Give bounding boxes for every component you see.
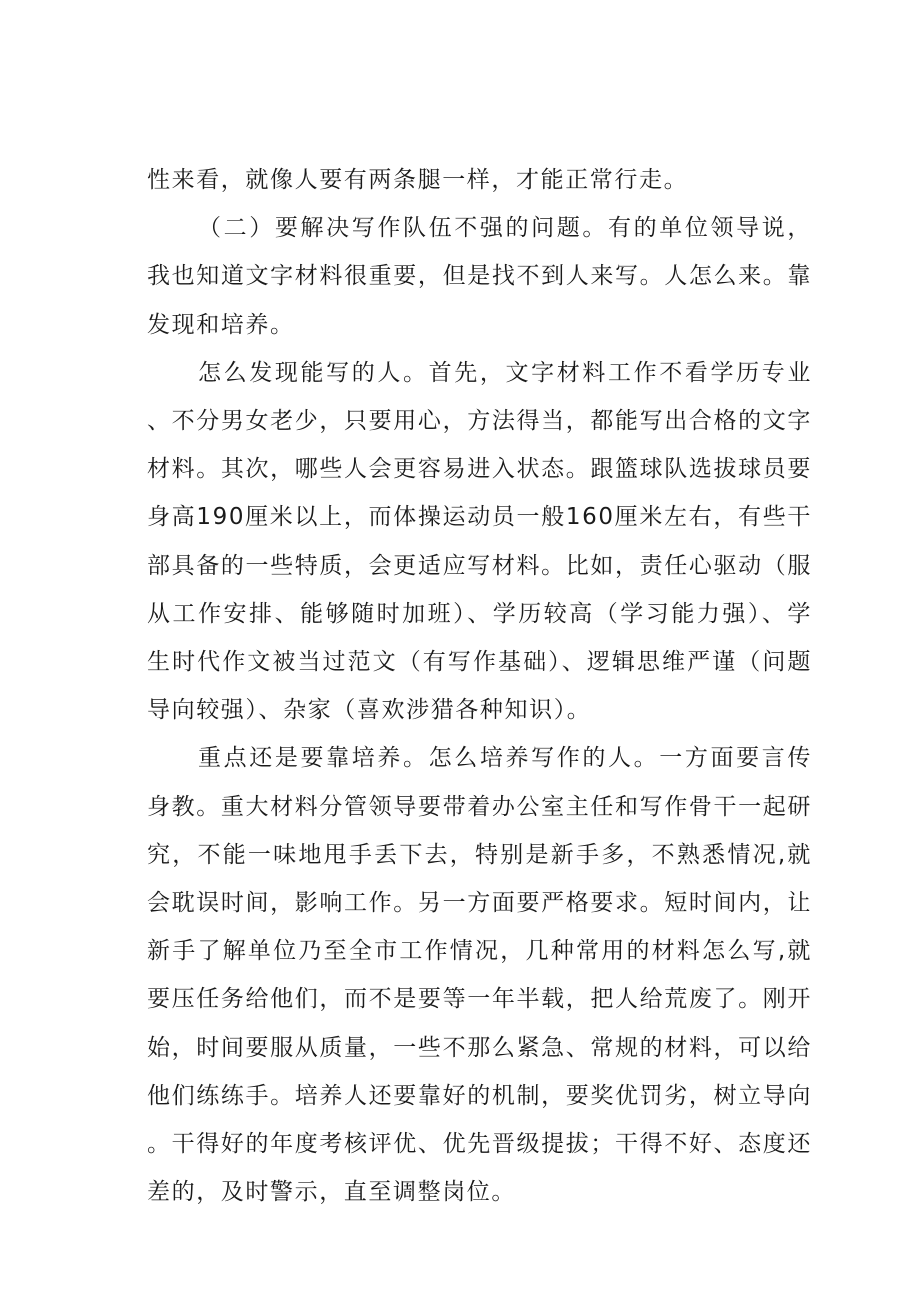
paragraph-section-heading: （二）要解决写作队伍不强的问题。有的单位领导说，我也知道文字材料很重要，但是找不到人来写。人怎么来。靠发现和培养。 bbox=[147, 215, 812, 338]
document-body bbox=[147, 156, 812, 1216]
paragraph-continuation: 性来看，就像人要有两条腿一样，才能正常行走。 bbox=[147, 167, 689, 193]
paragraph-training: 重点还是要靠培养。怎么培养写作的人。一方面要言传身教。重大材料分管领导要带着办公室主任和写作骨干一起研究，不能一味地甩手丢下去，特别是新手多，不熟悉情况,就会耽误时间，影响工作。另一方面要严格要求。短时间内，让新手了解单位乃至全市工作情况，几种常用的材料怎么写,就要压任务给他们，而不是要等一年半载，把人给荒废了。刚开始，时间要服从质量，一些不那么紧急、常规的材料，可以给他们练练手。培养人还要靠好的机制，要奖优罚劣，树立导向。干得好的年度考核评优、优先晋级提拔；干得不好、态度还差的，及时警示，直至调整岗位。 bbox=[147, 745, 812, 1206]
paragraph-discovery: 怎么发现能写的人。首先，文字材料工作不看学历专业、不分男女老少，只要用心，方法得当，都能写出合格的文字材料。其次，哪些人会更容易进入状态。跟篮球队选拔球员要身高190厘米以上，而体操运动员一般160厘米左右，有些干部具备的一些特质，会更适应写材料。比如，责任心驱动（服从工作安排、能够随时加班）、学历较高（学习能力强）、学生时代作文被当过范文（有写作基础）、逻辑思维严谨（问题导向较强）、杂家（喜欢涉猎各种知识）。 bbox=[147, 359, 812, 724]
